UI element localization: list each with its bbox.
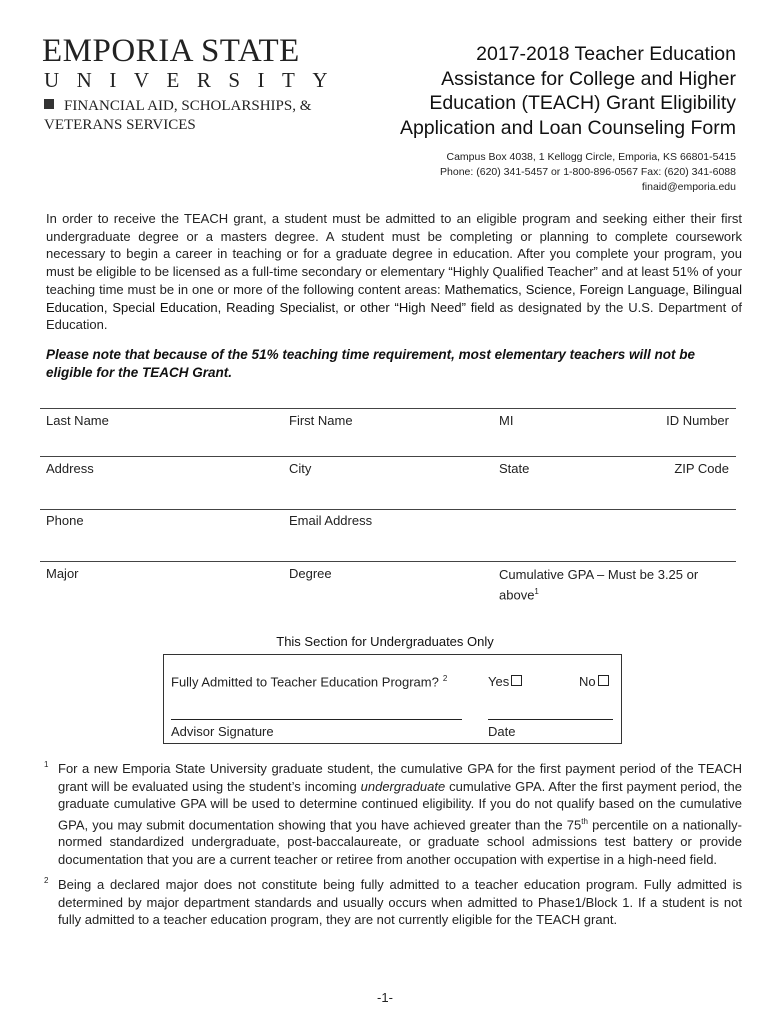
form-title-line: Education (TEACH) Grant Eligibility xyxy=(429,92,736,114)
email-label: Email Address xyxy=(289,513,373,528)
contact-email: finaid@emporia.edu xyxy=(641,181,736,193)
no-option[interactable] xyxy=(579,674,609,689)
admitted-question: Fully Admitted to Teacher Education Program? $^2$ xyxy=(171,674,448,690)
footnote-1 xyxy=(46,760,742,875)
intro-paragraph xyxy=(46,210,742,334)
logo-university-name: EMPORIA STATE xyxy=(42,33,300,69)
footnote-ref-2: 2 xyxy=(442,674,448,683)
address-label: Address xyxy=(46,461,94,476)
footnote-marker: 1 xyxy=(44,760,49,769)
footnote-text: Being a declared major does not constitute being fully admitted to a teacher education program. Fully admitted is determined by major department standards and usually occurs when admitted to Phase1/Block 1. If a student is not fully admitted to a teacher education program, they are not currently eligible for the TEACH grant. xyxy=(58,877,742,927)
footnote-2 xyxy=(46,876,742,929)
elementary-note: Please note that because of the 51% teaching time requirement, most elementary teachers will not be eligible for the TEACH Grant. xyxy=(46,347,695,380)
date-line[interactable] xyxy=(488,719,613,720)
field-line[interactable] xyxy=(40,561,736,562)
last-name-label: Last Name xyxy=(46,413,109,428)
major-label: Major xyxy=(46,566,79,581)
contact-address: Campus Box 4038, 1 Kellogg Circle, Emporia, KS 66801-5415 xyxy=(446,151,736,163)
logo-department-line2: VETERANS SERVICES xyxy=(44,117,196,133)
footnote-ref-1: 1 xyxy=(534,587,539,596)
field-line[interactable] xyxy=(40,408,736,409)
advisor-signature-label: Advisor Signature xyxy=(171,724,274,739)
yes-option[interactable] xyxy=(488,674,522,689)
no-label: No xyxy=(579,674,596,689)
yes-label: Yes xyxy=(488,674,510,689)
degree-label: Degree xyxy=(289,566,332,581)
field-line[interactable] xyxy=(40,509,736,510)
city-label: City xyxy=(289,461,312,476)
logo-department-line1: FINANCIAL AID, SCHOLARSHIPS, & xyxy=(44,98,311,115)
advisor-signature-line[interactable] xyxy=(171,719,462,720)
field-line[interactable] xyxy=(40,456,736,457)
phone-label: Phone xyxy=(46,513,84,528)
intro-tail: as designated by the U.S. Department of Education. xyxy=(46,299,743,333)
yes-checkbox[interactable] xyxy=(511,675,522,686)
undergrad-section-title: This Section for Undergraduates Only xyxy=(276,634,494,649)
date-label: Date xyxy=(488,724,516,739)
zip-code-label: ZIP Code xyxy=(674,461,729,476)
contact-info xyxy=(316,150,736,195)
mi-label: MI xyxy=(499,413,514,428)
page-number: -1- xyxy=(377,990,393,1005)
no-checkbox[interactable] xyxy=(598,675,609,686)
intro-text: In order to receive the TEACH grant, a student must be admitted to an eligible program and seeking either their first undergraduate degree or a masters degree. A student must be completing or planning to complete coursework necessary to begin a career in teaching or for a graduate degree in education. After you complete your program, you must be eligible to be licensed as a full-time secondary or elementary “Highly Qualified Teacher” and at least 51% of your teaching time must be in one or more of the following content areas: xyxy=(46,211,742,297)
form-title-line: 2017-2018 Teacher Education xyxy=(476,43,736,65)
logo-university-word: UNIVERSITY xyxy=(44,68,345,92)
gpa-label-line2: above$^1$ xyxy=(499,587,539,603)
footnote-text: For a new Emporia State University graduate student, the cumulative GPA for the first payment period of the TEACH grant will be evaluated using the student’s incoming undergraduate cumulative GPA. After the first payment period, the graduate cumulative GPA will be used to determine continued eligibility. If you do not qualify based on the cumulative GPA, you may submit documentation showing that you have achieved greater than the 75th percentile on a nationally-normed standardized undergraduate, post-baccalaureate, or graduate school admissions test battery or provide documentation that you are a current teacher or retiree from another occupation with expertise in a high-need field. xyxy=(58,761,742,867)
contact-phone: Phone: (620) 341-5457 or 1-800-896-0567 Fax: (620) 341-6088 xyxy=(440,166,736,178)
form-title-line: Application and Loan Counseling Form xyxy=(399,116,736,139)
gpa-label-line1: Cumulative GPA – Must be 3.25 or xyxy=(499,567,699,582)
footnote-marker: 2 xyxy=(44,876,49,885)
gpa-label xyxy=(499,566,698,603)
square-bullet-icon xyxy=(44,99,54,109)
state-label: State xyxy=(499,461,530,476)
id-number-label: ID Number xyxy=(666,413,729,428)
first-name-label: First Name xyxy=(289,413,353,428)
content-areas: Mathematics, Science, Foreign Language, Bilingual Education, Special Education, Reading Specialist, or other “High Need” field xyxy=(46,281,742,315)
form-title xyxy=(356,42,736,140)
form-title-line: Assistance for College and Higher xyxy=(441,67,736,90)
